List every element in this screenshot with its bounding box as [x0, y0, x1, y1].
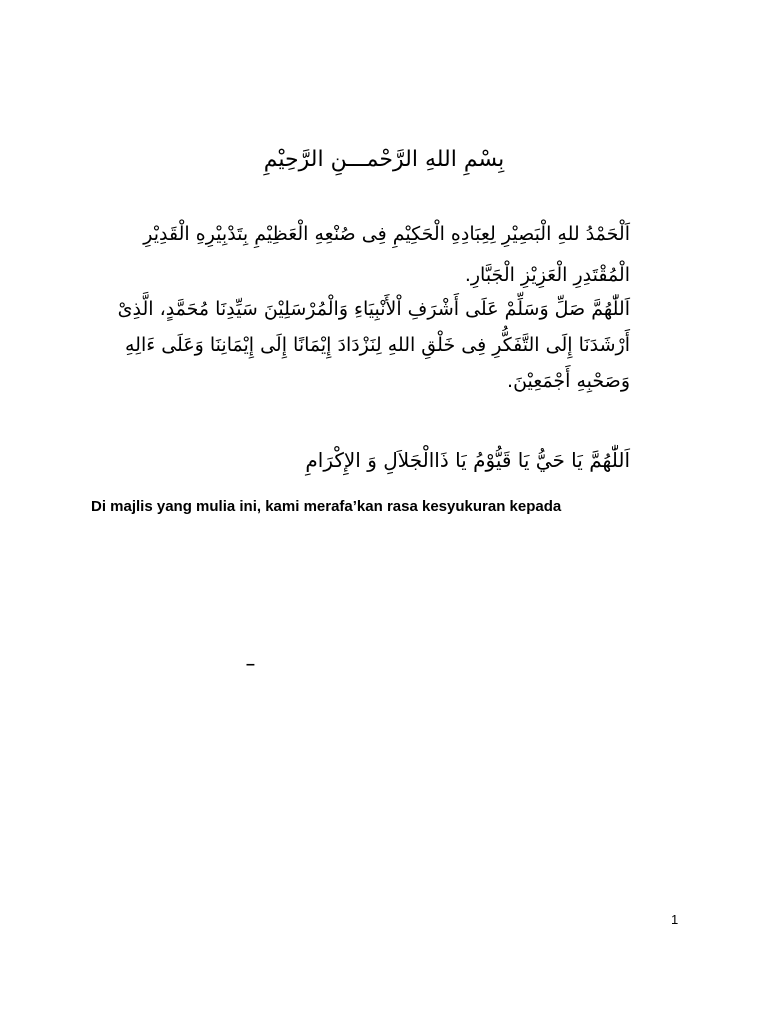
paragraph-line-5: وَصَحْبِهِ أَجْمَعِيْنَ. — [507, 370, 630, 392]
doa-line: اَللّٰهُمَّ يَا حَيُّ يَا قَيُّوْمُ يَا ذَاالْجَلاَلِ وَ الإِكْرَامِ — [305, 448, 630, 472]
basmala-heading: بِسْمِ اللهِ الرَّحْمـــنِ الرَّحِيْمِ — [263, 147, 505, 172]
dash-mark: – — [246, 656, 255, 673]
paragraph-line-4: أَرْشَدَنَا إِلَى التَّفَكُّرِ فِى خَلْقِ اللهِ لِنَزْدَادَ إِيْمَانًا إِلَى إِيْمَانِنَا وَعَلَى ءَالِهِ — [124, 334, 630, 356]
malay-text-line: Di majlis yang mulia ini, kami merafa’kan rasa kesyukuran kepada — [91, 498, 562, 515]
paragraph-line-1: اَلْحَمْدُ للهِ الْبَصِيْرِ لِعِبَادِهِ الْحَكِيْمِ فِى صُنْعِهِ الْعَظِيْمِ بِتَدْبِيْرِهِ الْقَدِيْرِ — [143, 223, 630, 245]
paragraph-line-2: الْمُقْتَدِرِ الْعَزِيْزِ الْجَبَّارِ. — [464, 264, 630, 286]
page-number: 1 — [671, 912, 679, 927]
paragraph-line-3: اَللّٰهُمَّ صَلِّ وَسَلِّمْ عَلَى أَشْرَفِ اْلأَنْبِيَاءِ وَالْمُرْسَلِيْنَ سَيِّدِنَا مُحَمَّدٍ، الَّذِىْ — [117, 298, 630, 320]
